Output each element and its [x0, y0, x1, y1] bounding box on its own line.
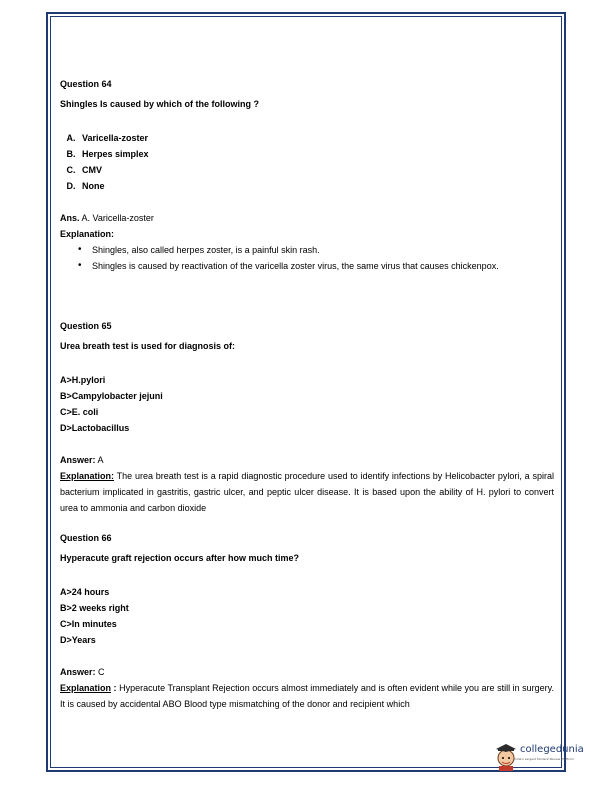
explanation-label: Explanation:	[60, 471, 115, 481]
option-list	[60, 372, 554, 436]
option-a: A. Varicella-zoster	[78, 130, 554, 146]
option-list	[60, 584, 554, 648]
answer-label: Answer:	[60, 455, 96, 465]
option-b: B>2 weeks right	[60, 603, 129, 613]
answer-label: Ans.	[60, 213, 80, 223]
option-b: B>Campylobacter jejuni	[60, 391, 163, 401]
answer-value: A	[97, 455, 104, 465]
option-d: D>Years	[60, 635, 96, 645]
option-d: D. None	[78, 178, 554, 194]
document-content	[60, 76, 554, 712]
answer-line	[60, 210, 554, 226]
option-c: C>E. coli	[60, 407, 99, 417]
option-a: A>24 hours	[60, 587, 110, 597]
question-text: Urea breath test is used for diagnosis of:	[60, 341, 236, 351]
answer-line	[60, 452, 554, 468]
explanation-separator: :	[113, 683, 117, 693]
logo-wordmark: collegedunia	[520, 744, 584, 755]
answer-value: C	[98, 667, 105, 677]
answer-label: Answer:	[60, 667, 96, 677]
option-c: C. CMV	[78, 162, 554, 178]
question-heading: Question 65	[60, 321, 112, 331]
option-d: D>Lactobacillus	[60, 423, 130, 433]
explanation-text: Hyperacute Transplant Rejection occurs almost immediately and is often evident while you are still in surgery. It is caused by accidental ABO Blood type mismatching of the donor and recipient which	[60, 683, 554, 709]
explanation-bullet: • Shingles is caused by reactivation of the varicella zoster virus, the same virus that causes chickenpox.	[92, 258, 554, 274]
explanation-paragraph	[60, 680, 554, 712]
logo-tagline: India's Largest Student Review Platform	[514, 757, 574, 761]
explanation-paragraph	[60, 468, 554, 516]
explanation-label: Explanation:	[60, 229, 115, 239]
question-65-block	[60, 318, 554, 516]
option-list	[60, 130, 554, 194]
option-b: B. Herpes simplex	[78, 146, 554, 162]
question-66-block	[60, 530, 554, 712]
explanation-bullets	[60, 242, 554, 274]
question-heading: Question 64	[60, 79, 112, 89]
explanation-bullet: • Shingles, also called herpes zoster, is a painful skin rash.	[92, 242, 554, 258]
explanation-text: The urea breath test is a rapid diagnostic procedure used to identify infections by Helicobacter pylori, a spiral bacterium implicated in gastritis, gastric ulcer, and peptic ulcer disease. It is based upon the ability of H. pylori to convert urea to ammonia and carbon dioxide	[60, 471, 554, 513]
question-text: Shingles Is caused by which of the following ?	[60, 99, 260, 109]
answer-line	[60, 664, 554, 680]
question-64-block	[60, 76, 554, 274]
explanation-label: Explanation	[60, 683, 112, 693]
option-a: A>H.pylori	[60, 375, 106, 385]
question-text: Hyperacute graft rejection occurs after how much time?	[60, 553, 300, 563]
option-c: C>In minutes	[60, 619, 117, 629]
question-heading: Question 66	[60, 533, 112, 543]
answer-value: A. Varicella-zoster	[81, 213, 154, 223]
